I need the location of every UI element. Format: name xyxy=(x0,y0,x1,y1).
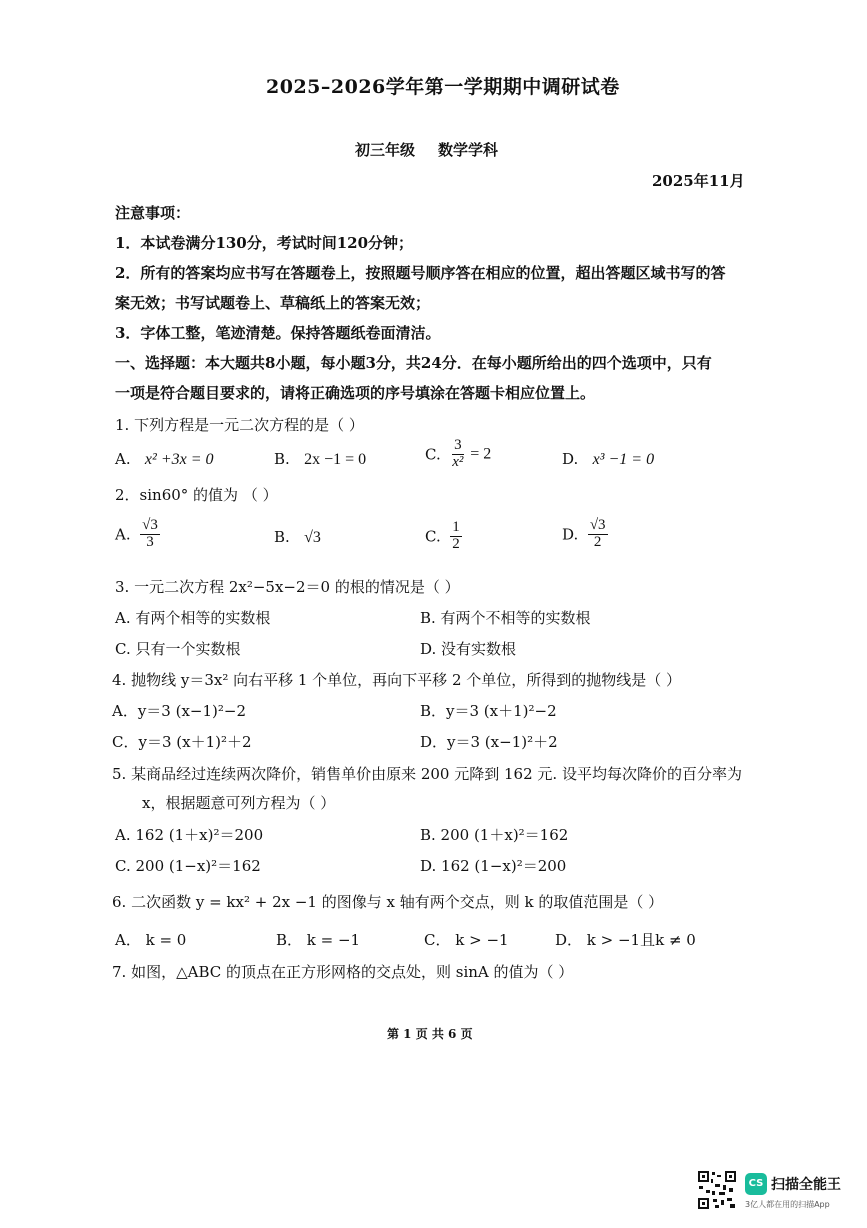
q2-a-radicand: 3 xyxy=(150,517,158,533)
q6-option-a: A． k = 0 xyxy=(115,931,187,949)
exam-title: 2025–2026学年第一学期期中调研试卷 xyxy=(266,76,620,98)
q5-option-a: A. 162 (1＋x)²＝200 xyxy=(115,826,264,844)
q2-option-a xyxy=(115,518,160,551)
camscanner-name: 扫描全能王 xyxy=(771,1177,841,1193)
q1-c-denominator: x² xyxy=(452,453,464,470)
q1-option-d xyxy=(562,450,654,469)
q2-a-fraction xyxy=(140,518,160,551)
q4-option-a: A．y＝3 (x−1)²−2 xyxy=(112,702,247,720)
q2-c-fraction xyxy=(450,520,462,553)
q1-a-label: A. xyxy=(115,450,131,468)
section-1-line-1: 一、选择题：本大题共8小题，每小题3分，共24分．在每小题所给出的四个选项中，只有 xyxy=(115,354,712,372)
q2-option-b xyxy=(274,528,321,547)
q2-stem: 2．sin60° 的值为 （ ） xyxy=(115,486,278,504)
q5-stem-line-2: x，根据题意可列方程为（ ） xyxy=(142,794,336,812)
q2-d-numerator: √3 xyxy=(589,517,606,533)
q2-option-d xyxy=(562,518,608,551)
q4-option-c: C．y＝3 (x＋1)²＋2 xyxy=(112,733,252,751)
q1-b-label: B. xyxy=(274,450,290,468)
q7-stem: 7. 如图，△ABC 的顶点在正方形网格的交点处，则 sinA 的值为（ ） xyxy=(112,963,574,981)
q2-c-label: C. xyxy=(425,527,441,546)
q4-option-b: B．y＝3 (x＋1)²−2 xyxy=(420,702,557,720)
q6-option-c: C． k > −1 xyxy=(424,931,509,949)
q6-option-d: D． k > −1且k ≠ 0 xyxy=(555,931,696,949)
page-footer: 第 1 页 共 6 页 xyxy=(387,1027,473,1041)
q1-d-expr: x³ −1 = 0 xyxy=(592,451,655,468)
q1-c-numerator: 3 xyxy=(454,437,462,453)
q6-stem: 6. 二次函数 y = kx² + 2x −1 的图像与 x 轴有两个交点，则 k 的取值范围是（ ） xyxy=(112,893,664,911)
subject-label: 数学学科 xyxy=(438,141,499,159)
q1-option-b xyxy=(274,450,366,469)
grade-label: 初三年级 xyxy=(355,141,416,159)
q1-d-label: D. xyxy=(562,450,579,468)
q2-b-label: B. xyxy=(274,528,290,546)
q3-option-b: B. 有两个不相等的实数根 xyxy=(420,609,591,627)
section-1-line-2: 一项是符合题目要求的，请将正确选项的序号填涂在答题卡相应位置上。 xyxy=(115,384,596,402)
q2-a-numerator: √3 xyxy=(142,517,158,533)
note-2-line-2: 案无效；书写试题卷上、草稿纸上的答案无效； xyxy=(115,294,431,312)
q1-b-expr: 2x −1 = 0 xyxy=(304,451,367,468)
camscanner-logo-text: CS xyxy=(748,1178,764,1189)
q2-d-denominator: 2 xyxy=(593,533,602,550)
q2-option-c xyxy=(425,520,462,553)
camscanner-logo xyxy=(745,1173,767,1195)
q1-c-fraction xyxy=(450,438,465,471)
q2-a-label: A. xyxy=(115,525,131,544)
q2-d-fraction xyxy=(588,518,608,551)
q5-option-b: B. 200 (1＋x)²＝162 xyxy=(420,826,569,844)
note-1: 1．本试卷满分130分，考试时间120分钟； xyxy=(115,234,414,252)
q5-option-d: D. 162 (1−x)²＝200 xyxy=(420,857,567,875)
q1-option-a xyxy=(115,450,214,469)
q4-option-d: D．y＝3 (x−1)²＋2 xyxy=(420,733,558,751)
q2-b-radicand: 3 xyxy=(312,529,321,546)
qr-code-icon xyxy=(697,1170,737,1210)
q3-stem: 3. 一元二次方程 2x²−5x−2＝0 的根的情况是（ ） xyxy=(115,578,460,596)
q5-stem-line-1: 5. 某商品经过连续两次降价，销售单价由原来 200 元降到 162 元. 设平均每次降价的百分率为 xyxy=(112,765,742,783)
q2-c-denominator: 2 xyxy=(452,535,460,552)
q3-option-a: A. 有两个相等的实数根 xyxy=(115,609,271,627)
note-2-line-1: 2．所有的答案均应书写在答题卷上，按照题号顺序答在相应的位置，超出答题区域书写的答 xyxy=(115,264,726,282)
note-3: 3．字体工整，笔迹清楚。保持答题纸卷面清洁。 xyxy=(115,324,441,342)
notes-heading: 注意事项： xyxy=(115,204,191,222)
q5-option-c: C. 200 (1−x)²＝162 xyxy=(115,857,261,875)
q1-a-expr: x² +3x = 0 xyxy=(144,451,214,468)
q2-a-denominator: 3 xyxy=(146,533,154,550)
q2-c-numerator: 1 xyxy=(452,519,460,535)
exam-date: 2025年11月 xyxy=(652,172,745,190)
q2-d-label: D. xyxy=(562,525,579,544)
q1-stem: 1. 下列方程是一元二次方程的是（ ） xyxy=(115,416,364,434)
q1-option-c xyxy=(425,438,491,471)
q2-d-radicand: 3 xyxy=(598,517,606,533)
q2-b-expr: √3 xyxy=(304,529,321,546)
q1-c-label: C. xyxy=(425,445,441,464)
camscanner-tagline: 3亿人都在用的扫描App xyxy=(745,1200,830,1209)
q3-option-c: C. 只有一个实数根 xyxy=(115,640,241,658)
q4-stem: 4. 抛物线 y＝3x² 向右平移 1 个单位，再向下平移 2 个单位，所得到的抛物线是（ ） xyxy=(112,671,682,689)
q1-c-rest: = 2 xyxy=(470,445,492,463)
q3-option-d: D. 没有实数根 xyxy=(420,640,517,658)
q6-option-b: B． k = −1 xyxy=(276,931,361,949)
